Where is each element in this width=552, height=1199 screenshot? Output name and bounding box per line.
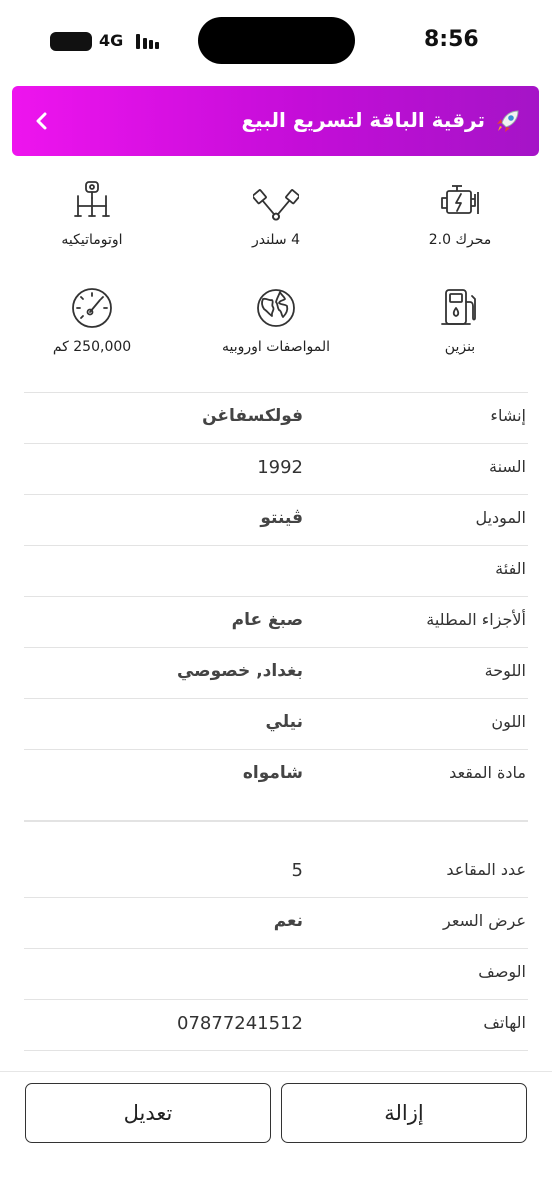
section-divider	[24, 820, 528, 822]
feature-label: محرك 2.0	[428, 232, 492, 248]
spec-row	[0, 846, 552, 897]
engine-icon	[437, 178, 483, 224]
spec-value: شامواه	[242, 763, 303, 783]
spec-row	[0, 698, 552, 749]
spec-label: السنة	[489, 457, 526, 476]
spec-value: بغداد, خصوصي	[176, 661, 303, 681]
pistons-icon	[253, 178, 299, 224]
spec-label: الموديل	[475, 508, 526, 527]
spec-row	[0, 392, 552, 443]
chevron-left-icon	[32, 108, 52, 134]
spec-label: الوصف	[478, 962, 526, 981]
spec-label: الهاتف	[483, 1013, 526, 1032]
network-type: 4G	[99, 31, 124, 50]
spec-value: 5	[291, 860, 303, 881]
spec-row	[0, 494, 552, 545]
signal-icon	[136, 34, 162, 49]
feature-transmission	[0, 178, 184, 248]
spec-row	[0, 897, 552, 948]
upgrade-banner[interactable]	[12, 86, 539, 156]
rocket-icon	[493, 106, 523, 136]
gearbox-icon	[69, 178, 115, 224]
feature-specs	[184, 285, 368, 355]
battery-icon	[50, 32, 92, 51]
edit-button[interactable]: تعديل	[25, 1083, 271, 1143]
spec-row	[0, 443, 552, 494]
spec-list-secondary	[0, 846, 552, 1052]
spec-value: صبغ عام	[231, 610, 303, 630]
action-bar-divider	[0, 1071, 552, 1072]
spec-row	[0, 545, 552, 596]
spec-value: فولكسفاغن	[202, 406, 303, 426]
globe-icon	[253, 285, 299, 331]
spec-row	[0, 647, 552, 698]
spec-row-end	[0, 1050, 552, 1052]
feature-label: بنزين	[444, 339, 476, 355]
feature-cylinders	[184, 178, 368, 248]
feature-label: 250,000 كم	[52, 339, 132, 355]
clock: 8:56	[424, 27, 479, 52]
spec-row	[0, 948, 552, 999]
feature-label: المواصفات اوروبيه	[221, 339, 331, 355]
spec-value: 1992	[257, 457, 303, 478]
feature-label: 4 سلندر	[251, 232, 301, 248]
fuel-icon	[437, 285, 483, 331]
spec-label: الفئة	[495, 559, 526, 578]
spec-label: عدد المقاعد	[446, 860, 526, 879]
spec-label: اللون	[491, 712, 526, 731]
feature-fuel	[368, 285, 552, 355]
camera-notch	[198, 17, 355, 64]
speedometer-icon	[69, 285, 115, 331]
feature-engine	[368, 178, 552, 248]
spec-value: نيلي	[265, 712, 303, 732]
spec-label: اللوحة	[484, 661, 526, 680]
banner-title: ترقية الباقة لتسريع البيع	[241, 108, 485, 132]
spec-value: 07877241512	[177, 1013, 303, 1034]
spec-label: مادة المقعد	[449, 763, 526, 782]
spec-row	[0, 749, 552, 800]
spec-value: ڤينتو	[260, 508, 303, 528]
spec-label: إنشاء	[490, 406, 526, 425]
status-bar	[0, 0, 552, 80]
feature-mileage	[0, 285, 184, 355]
spec-label: عرض السعر	[443, 911, 526, 930]
spec-row	[0, 596, 552, 647]
spec-value: نعم	[273, 911, 303, 931]
spec-list	[0, 392, 552, 800]
remove-button[interactable]: إزالة	[281, 1083, 527, 1143]
feature-label: اوتوماتيكيه	[61, 232, 123, 248]
spec-label: ألأجزاء المطلية	[426, 610, 526, 629]
spec-row	[0, 999, 552, 1050]
